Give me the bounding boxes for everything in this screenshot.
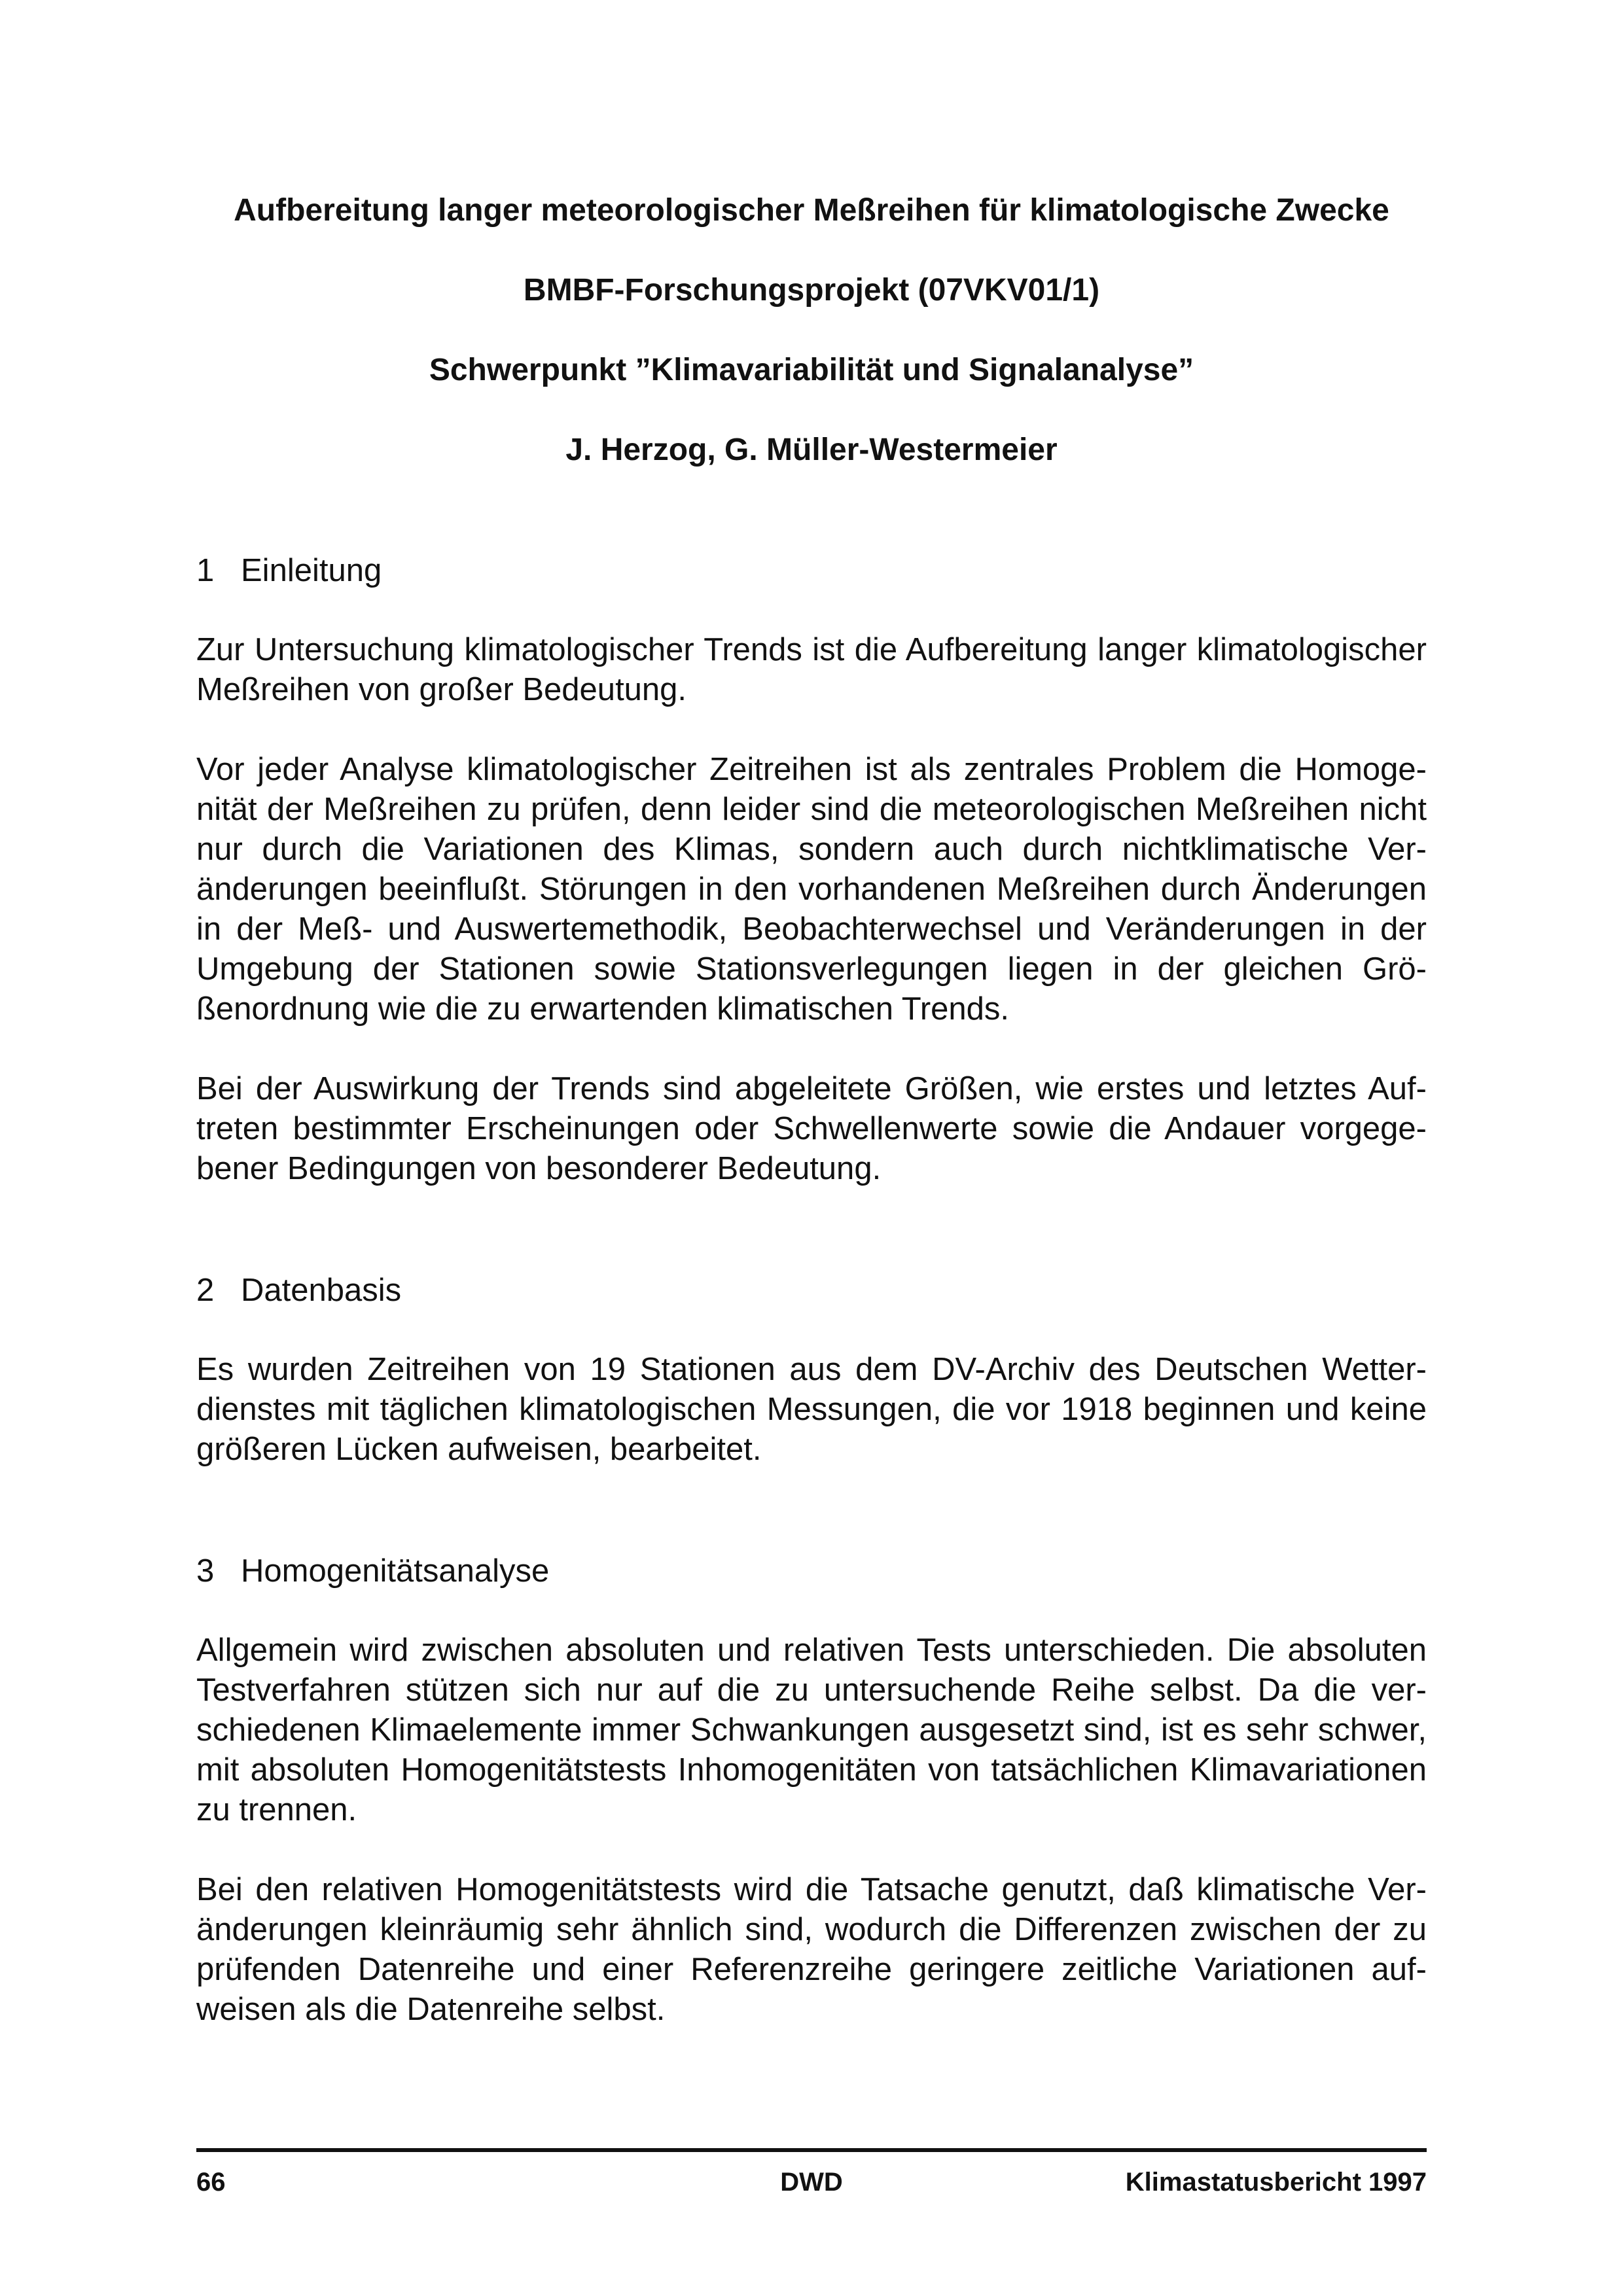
section-title: Datenbasis [241,1273,402,1308]
publisher-name: DWD [780,2168,843,2197]
section-heading-homogenitaetsanalyse [196,1551,1427,1591]
section-heading-datenbasis [196,1271,1427,1311]
project-line: BMBF-Forschungsprojekt (07VKV01/1) [523,273,1100,308]
footer-rule [196,2148,1427,2152]
paragraph: Allgemein wird zwischen absoluten und relativen Tests unterschieden. Die absoluten Testverfahren stützen sich nur auf die zu untersuchende Reihe selbst. Da die verschiedenen Klimaelemente immer Schwankungen ausgesetzt sind, ist es sehr schwer, mit absoluten Homogenitätstests Inhomogenitäten von tatsächlichen Klimavariationen zu trennen. [196,1633,1427,1828]
section-number: 3 [196,1553,215,1589]
authors-line: J. Herzog, G. Müller-Westermeier [565,433,1058,467]
paragraph: Bei der Auswirkung der Trends sind abgeleitete Größen, wie erstes und letztes Auftreten bestimmter Erscheinungen oder Schwellenwerte sowie die Andauer vorgegebener Bedingungen von besonderer Bedeutung. [196,1071,1427,1186]
paragraph: Zur Untersuchung klimatologischer Trends ist die Aufbereitung langer klimatologischer Meßreihen von großer Bedeutung. [196,632,1427,707]
publication-title: Klimastatusbericht 1997 [1125,2168,1427,2197]
page-number: 66 [196,2168,226,2197]
section-title: Einleitung [241,553,382,588]
body-text [196,551,1427,2070]
section-number: 1 [196,553,215,588]
focus-line: Schwerpunkt ”Klimavariabilität und Signalanalyse” [429,353,1194,387]
section-number: 2 [196,1273,215,1308]
paragraph: Es wurden Zeitreihen von 19 Stationen aus dem DV-Archiv des Deutschen Wetterdienstes mit täglichen klimatologischen Messungen, die vor 1918 beginnen und keine größeren Lücken aufweisen, bearbeitet. [196,1352,1427,1467]
document-title: Aufbereitung langer meteorologischer Meßreihen für klimatologische Zwecke [234,193,1389,228]
paragraph: Bei den relativen Homogenitätstests wird die Tatsache genutzt, daß klimatische Veränderungen kleinräumig sehr ähnlich sind, wodurch die Differenzen zwischen der zu prüfenden Datenreihe und einer Referenzreihe geringere zeitliche Variationen aufweisen als die Datenreihe selbst. [196,1872,1427,2027]
section-title: Homogenitätsanalyse [241,1553,550,1589]
paragraph: Vor jeder Analyse klimatologischer Zeitreihen ist als zentrales Problem die Homogenität der Meßreihen zu prüfen, denn leider sind die meteorologischen Meßreihen nicht nur durch die Variationen des Klimas, sondern auch durch nichtklimatische Veränderungen beeinflußt. Störungen in den vorhandenen Meßreihen durch Änderungen in der Meß- und Auswertemethodik, Beobachterwechsel und Veränderungen in der Umgebung der Stationen sowie Stationsverlegungen liegen in der gleichen Größenordnung wie die zu erwartenden klimatischen Trends. [196,752,1427,1027]
page-footer [196,2163,1427,2202]
section-heading-einleitung [196,551,1427,591]
